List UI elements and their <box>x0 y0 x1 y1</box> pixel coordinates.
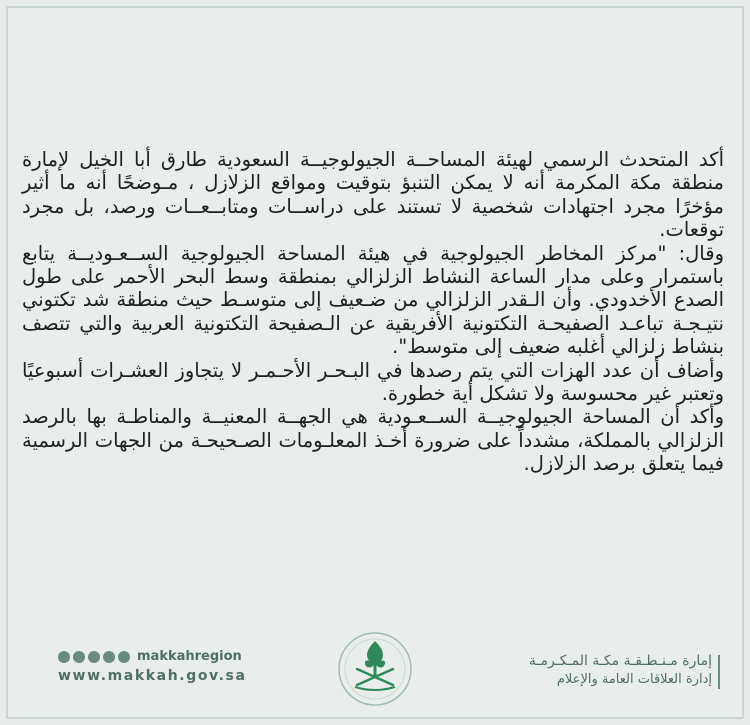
website-link[interactable]: www.makkah.gov.sa <box>58 668 247 684</box>
article-paragraph-3: وأضاف أن عدد الهزات التي يتم رصدها في البـحـر الأحـمـر لا يتجاوز العشـرات أسبوعيًا وتعتبر غير محسوسة ولا تشكل أية خطورة. <box>22 358 724 406</box>
social-handle[interactable]: makkahregion <box>137 649 242 664</box>
facebook-icon[interactable] <box>88 651 100 663</box>
saudi-emblem-icon <box>337 631 413 707</box>
instagram-icon[interactable] <box>103 651 115 663</box>
snapchat-icon[interactable] <box>73 651 85 663</box>
youtube-icon[interactable] <box>58 651 70 663</box>
twitter-icon[interactable] <box>118 651 130 663</box>
news-article <box>22 148 724 476</box>
article-paragraph-2: وقال: "مركز المخاطر الجيولوجية في هيئة المساحة الجيولوجية الســعـوديــة يتابع باستمرار وعلى مدار الساعة النشاط الزلزالي بمنطقة وسط البحر الأحمر على طول الصدع الأخدودي. وأن الـقدر الزلزالي من ضـعيف إلى متوسـط حيث منطقة شد تكتوني نتيـجـة تباعـد الصفيحـة التكتونية الأفريقية عن الـصفيحة التكتونية العربية والتي تتصف بنشاط زلزالي أغلبه ضعيف إلى متوسط". <box>22 241 724 359</box>
article-paragraph-1: أكد المتحدث الرسمي لهيئة المساحــة الجيولوجيــة السعودية طارق أبا الخيل لإمارة منطقة مكة المكرمة أنه لا يمكن التنبؤ بتوقيت ومواقع الزلازل ، مـوضحًا أنه ما أثير مؤخرًا مجرد اجتهادات شخصية لا تستند على دراســات ومتابــعــات ورصد، بل مجرد توقعات. <box>22 148 724 242</box>
article-paragraph-4: وأكد أن المساحة الجيولوجيــة الســعـودية هي الجهــة المعنيــة والمناطـة بها بالرصد الزلزالي بالمملكة، مشدداً على ضرورة أخـذ المعلـومات الصـحيحـة من الجهات الرسمية فيما يتعلق برصد الزلازل. <box>22 405 724 476</box>
org-name-line2: إدارة العلاقات العامة والإعلام <box>556 672 712 687</box>
footer-contacts <box>58 649 247 684</box>
social-row <box>58 649 247 664</box>
org-name-line1: إمارة مـنـطـقـة مكـة المـكـرمـة <box>528 653 712 669</box>
organization-name <box>529 651 712 689</box>
divider <box>718 655 720 689</box>
footer <box>8 629 742 717</box>
